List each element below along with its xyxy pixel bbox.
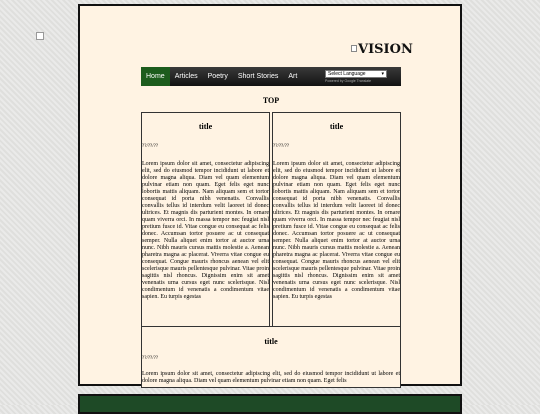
language-select[interactable] (325, 70, 387, 78)
google-translate-widget (325, 70, 387, 83)
broken-logo-image-icon (351, 45, 357, 52)
powered-by-label: Powered by Google Translate (325, 79, 372, 83)
article-title[interactable]: title (329, 122, 344, 131)
article-card[interactable] (141, 112, 270, 327)
article-title[interactable]: title (198, 122, 213, 131)
article-card[interactable] (141, 326, 401, 388)
nav-item-poetry[interactable]: Poetry (207, 73, 228, 80)
chevron-down-icon: ▾ (381, 71, 384, 77)
broken-image-icon (36, 32, 44, 40)
nav-item-short-stories[interactable]: Short Stories (237, 73, 279, 80)
nav-item-home[interactable]: Home (141, 67, 170, 86)
article-date: ??/??/?? (142, 144, 159, 149)
section-title: TOP (262, 96, 280, 105)
nav-item-articles[interactable]: Articles (174, 73, 198, 80)
article-excerpt: Lorem ipsum dolor sit amet, consectetur adipiscing elit, sed do eiusmod tempor incididunt ut labore et dolore magna aliqua. Diam vel quam elementum pulvinar etiam non quam. Eget felis (142, 371, 400, 384)
article-date: ??/??/?? (142, 356, 159, 361)
page-frame (78, 4, 462, 386)
article-card[interactable] (272, 112, 401, 327)
article-title[interactable]: title (264, 337, 278, 346)
language-select-value: Select Language (328, 71, 366, 77)
main-navigation (141, 67, 401, 86)
logo-text: VISION (358, 42, 413, 57)
nav-item-art[interactable]: Art (288, 73, 298, 80)
article-date: ??/??/?? (273, 144, 290, 149)
article-excerpt: Lorem ipsum dolor sit amet, consectetur adipiscing elit, sed do eiusmod tempor incididunt ut labore et dolore magna aliqua. Diam vel quam elementum pulvinar etiam non quam. Eget felis eget nunc lobortis mattis aliquam. Nam aliquam sem et tortor consequat id porta nibh venenatis. Convallis convallis tellus id interdum velit laoreet id donec ultrices. Et magnis dis parturient montes. In ornare quam viverra orci. In massa tempor nec feugiat nisl pretium fusce id. Vitae congue eu consequat ac felis donec. Accumsan tortor posuere ac ut consequat semper. Nulla aliquet enim tortor at auctor urna nunc. Nibh mauris cursus mattis molestie a. Aenean pharetra magna ac placerat. Viverra vitae congue eu consequat. Congue mauris rhoncus aenean vel elit scelerisque mauris pellentesque pulvinar. Vitae proin sagittis nisl rhoncus. Dignissim enim sit amet venenatis urna cursus eget nunc scelerisque. Nisl condimentum id venenatis a condimentum vitae sapien. Eu turpis egestas (142, 161, 269, 300)
footer-bar (78, 394, 462, 414)
article-excerpt: Lorem ipsum dolor sit amet, consectetur adipiscing elit, sed do eiusmod tempor incididunt ut labore et dolore magna aliqua. Diam vel quam elementum pulvinar etiam non quam. Eget felis eget nunc lobortis mattis aliquam. Nam aliquam sem et tortor consequat id porta nibh venenatis. Convallis convallis tellus id interdum velit laoreet id donec ultrices. Et magnis dis parturient montes. In ornare quam viverra orci. In massa tempor nec feugiat nisl pretium fusce id. Vitae congue eu consequat ac felis donec. Accumsan tortor posuere ac ut consequat semper. Nulla aliquet enim tortor at auctor urna nunc. Nibh mauris cursus mattis molestie a. Aenean pharetra magna ac placerat. Viverra vitae congue eu consequat. Congue mauris rhoncus aenean vel elit scelerisque mauris pellentesque pulvinar. Vitae proin sagittis nisl rhoncus. Dignissim enim sit amet venenatis urna cursus eget nunc scelerisque. Nisl condimentum id venenatis a condimentum vitae sapien. Eu turpis egestas (273, 161, 400, 300)
site-logo[interactable] (351, 42, 413, 57)
